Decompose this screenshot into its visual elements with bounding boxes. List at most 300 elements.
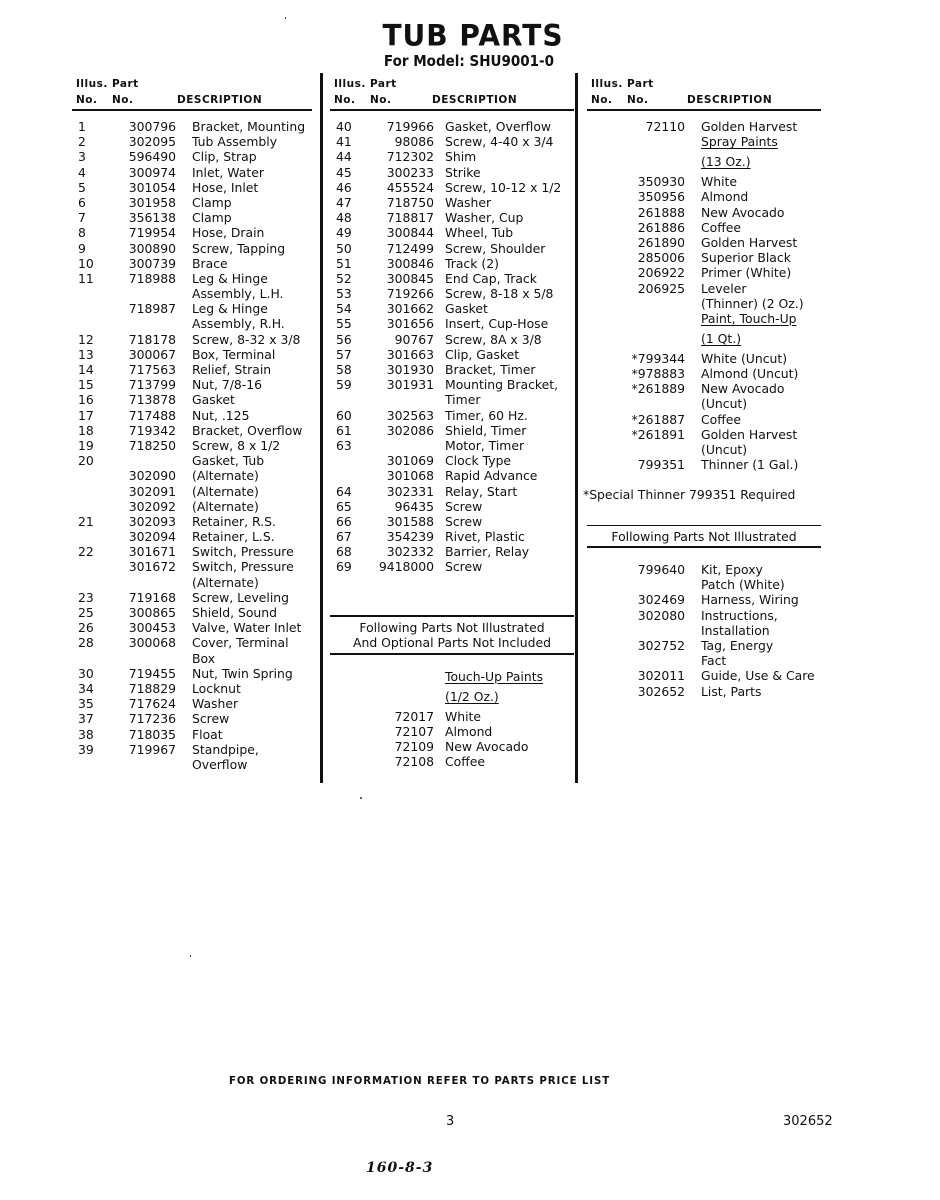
table-row bbox=[330, 514, 574, 529]
table-row bbox=[587, 638, 821, 653]
touchup-heading: Touch-Up Paints bbox=[445, 668, 544, 684]
part-number: *978883 bbox=[631, 366, 685, 382]
ordering-note: FOR ORDERING INFORMATION REFER TO PARTS PRICE LIST bbox=[229, 1076, 611, 1087]
part-number: 301671 bbox=[128, 544, 176, 560]
spray-list bbox=[587, 174, 821, 311]
table-row bbox=[330, 149, 574, 164]
part-number: 261890 bbox=[637, 234, 685, 250]
part-description: Switch, Pressure bbox=[192, 544, 294, 560]
part-description: Instructions, bbox=[701, 607, 778, 623]
part-description: Golden Harvest bbox=[701, 234, 798, 250]
illus-number: 22 bbox=[78, 544, 94, 560]
part-description: Clip, Strap bbox=[192, 149, 257, 165]
part-description: Nut, .125 bbox=[192, 407, 250, 423]
part-number: 712499 bbox=[386, 240, 434, 256]
part-description: Bracket, Overflow bbox=[192, 422, 303, 438]
table-row bbox=[72, 210, 312, 225]
scan-speck bbox=[190, 955, 191, 957]
table-row bbox=[330, 739, 574, 754]
table-row bbox=[330, 225, 574, 240]
table-row bbox=[72, 408, 312, 423]
part-description: Clock Type bbox=[445, 453, 512, 469]
header-illus: Illus. bbox=[591, 78, 623, 90]
not-illustrated-box bbox=[587, 525, 821, 549]
table-row bbox=[72, 620, 312, 635]
part-description: Screw, 8 x 1/2 bbox=[192, 437, 281, 453]
illus-number: 10 bbox=[78, 255, 94, 271]
part-number: 717563 bbox=[128, 362, 176, 377]
table-row bbox=[72, 180, 312, 195]
not-illustrated-heading-1: Following Parts Not Illustrated bbox=[359, 619, 545, 635]
header-illus-no: No. bbox=[76, 94, 98, 106]
part-description: Screw bbox=[445, 559, 483, 575]
illus-number: 18 bbox=[78, 422, 94, 438]
part-description: Almond bbox=[701, 189, 749, 205]
table-row bbox=[587, 684, 821, 699]
part-description: Screw, Leveling bbox=[192, 589, 290, 605]
part-number: 302011 bbox=[637, 668, 685, 684]
part-number: 719342 bbox=[128, 422, 176, 438]
part-number: 301930 bbox=[386, 362, 434, 377]
table-row bbox=[72, 635, 312, 650]
document-number: 302652 bbox=[783, 1114, 833, 1129]
part-number: *799344 bbox=[631, 350, 685, 366]
header-description: DESCRIPTION bbox=[177, 94, 263, 106]
table-row bbox=[587, 205, 821, 220]
part-number: 719954 bbox=[128, 225, 176, 241]
illus-number: 34 bbox=[78, 680, 94, 696]
part-number: 302095 bbox=[128, 134, 176, 150]
part-number: 302093 bbox=[128, 513, 176, 529]
part-description: Assembly, L.H. bbox=[192, 286, 284, 302]
illus-number: 44 bbox=[336, 149, 352, 165]
illus-number: 16 bbox=[78, 392, 94, 408]
part-description: Retainer, L.S. bbox=[192, 529, 275, 545]
table-row bbox=[72, 468, 312, 483]
table-row bbox=[330, 438, 574, 453]
part-description: Nut, 7/8-16 bbox=[192, 377, 263, 393]
table-row bbox=[72, 605, 312, 620]
table-row bbox=[330, 468, 574, 483]
part-number: 302094 bbox=[128, 529, 176, 545]
part-description: Installation bbox=[701, 622, 770, 638]
part-description: Thinner (1 Gal.) bbox=[701, 457, 799, 473]
table-row bbox=[330, 724, 574, 739]
part-number: 300974 bbox=[128, 164, 176, 180]
part-description: Cover, Terminal bbox=[192, 635, 289, 651]
part-number: *261891 bbox=[631, 426, 685, 442]
table-row bbox=[330, 256, 574, 271]
part-description: Leg & Hinge bbox=[192, 301, 268, 317]
table-row bbox=[330, 408, 574, 423]
part-description: Shield, Timer bbox=[445, 422, 527, 438]
table-row bbox=[72, 195, 312, 210]
part-number: 300845 bbox=[386, 270, 434, 286]
table-row bbox=[330, 499, 574, 514]
part-description: Superior Black bbox=[701, 250, 791, 266]
table-row bbox=[72, 438, 312, 453]
part-description: Gasket bbox=[445, 301, 488, 317]
part-description: Assembly, R.H. bbox=[192, 316, 285, 332]
illus-number: 13 bbox=[78, 346, 94, 362]
table-row bbox=[587, 250, 821, 265]
table-row bbox=[330, 180, 574, 195]
table-row bbox=[330, 195, 574, 210]
part-number: 717488 bbox=[128, 407, 176, 423]
table-row bbox=[330, 316, 574, 331]
part-description: New Avocado bbox=[701, 381, 785, 397]
part-number: 354239 bbox=[386, 529, 434, 545]
table-row bbox=[587, 351, 821, 366]
part-description: Clamp bbox=[192, 194, 232, 210]
part-description: Screw, 8-32 x 3/8 bbox=[192, 331, 301, 347]
part-description: (Alternate) bbox=[192, 468, 259, 484]
part-number: 718829 bbox=[128, 680, 176, 696]
part-description: Relief, Strain bbox=[192, 362, 272, 377]
table-row bbox=[330, 286, 574, 301]
table-row bbox=[330, 271, 574, 286]
part-description: Clip, Gasket bbox=[445, 346, 520, 362]
header-part-no: No. bbox=[370, 94, 392, 106]
part-number: 96435 bbox=[394, 498, 434, 514]
scan-speck bbox=[285, 17, 286, 19]
part-number: 718988 bbox=[128, 270, 176, 286]
table-row bbox=[330, 210, 574, 225]
part-description: Locknut bbox=[192, 680, 241, 696]
table-row bbox=[587, 281, 821, 296]
part-number: 302652 bbox=[637, 683, 685, 699]
table-row bbox=[587, 427, 821, 442]
part-description: Screw bbox=[445, 513, 483, 529]
part-number: 300796 bbox=[128, 119, 176, 134]
part-description: Coffee bbox=[445, 754, 486, 770]
table-row bbox=[72, 529, 312, 544]
table-row bbox=[72, 575, 312, 590]
parts-list bbox=[587, 119, 821, 134]
part-description: Motor, Timer bbox=[445, 437, 525, 453]
part-number: 72108 bbox=[394, 754, 434, 770]
illus-number: 17 bbox=[78, 407, 94, 423]
illus-number: 8 bbox=[78, 225, 86, 241]
illus-number: 39 bbox=[78, 741, 94, 757]
part-description: White (Uncut) bbox=[701, 350, 788, 366]
spray-heading: Spray Paints bbox=[701, 134, 778, 150]
part-number: 300453 bbox=[128, 620, 176, 636]
table-row bbox=[330, 241, 574, 256]
illus-number: 54 bbox=[336, 301, 352, 317]
part-description: Rivet, Plastic bbox=[445, 529, 525, 545]
part-number: 350930 bbox=[637, 174, 685, 190]
part-description: Gasket, Tub bbox=[192, 453, 265, 469]
table-row bbox=[587, 608, 821, 623]
table-row bbox=[72, 757, 312, 772]
illus-number: 64 bbox=[336, 483, 352, 499]
table-row bbox=[72, 119, 312, 134]
part-description: Patch (White) bbox=[701, 577, 785, 593]
part-description: Tub Assembly bbox=[192, 134, 278, 150]
part-number: 719967 bbox=[128, 741, 176, 757]
table-row bbox=[72, 377, 312, 392]
part-number: 718250 bbox=[128, 437, 176, 453]
part-description: (Thinner) (2 Oz.) bbox=[701, 295, 804, 311]
part-number: 301656 bbox=[386, 316, 434, 332]
table-row bbox=[587, 366, 821, 381]
part-description: Screw, 10-12 x 1/2 bbox=[445, 179, 562, 195]
part-number: 285006 bbox=[637, 250, 685, 266]
page-number: 3 bbox=[446, 1114, 455, 1129]
part-description: Inlet, Water bbox=[192, 164, 264, 180]
table-row bbox=[72, 134, 312, 149]
part-description: Primer (White) bbox=[701, 265, 792, 281]
table-row bbox=[72, 681, 312, 696]
table-row bbox=[330, 754, 574, 769]
table-row bbox=[72, 651, 312, 666]
illus-number: 49 bbox=[336, 225, 352, 241]
illus-number: 4 bbox=[78, 164, 86, 180]
part-description: (Alternate) bbox=[192, 574, 259, 590]
document-title-block bbox=[0, 20, 940, 70]
part-description: (Alternate) bbox=[192, 483, 259, 499]
table-row bbox=[587, 623, 821, 638]
table-row bbox=[72, 742, 312, 757]
part-number: 300739 bbox=[128, 255, 176, 271]
part-description: (Uncut) bbox=[701, 442, 748, 457]
part-description: Gasket bbox=[192, 392, 235, 408]
part-number: 72109 bbox=[394, 739, 434, 754]
table-row bbox=[72, 316, 312, 331]
part-number: 302086 bbox=[386, 422, 434, 438]
table-row bbox=[587, 235, 821, 250]
table-row bbox=[330, 529, 574, 544]
part-description: Washer bbox=[192, 696, 239, 712]
part-number: 596490 bbox=[128, 149, 176, 165]
illus-number: 38 bbox=[78, 726, 94, 742]
part-number: 300233 bbox=[386, 164, 434, 180]
part-number: 301588 bbox=[386, 513, 434, 529]
quart-size: (1 Qt.) bbox=[701, 330, 742, 346]
part-description: Box, Terminal bbox=[192, 346, 276, 362]
illus-number: 66 bbox=[336, 513, 352, 529]
part-number: 799640 bbox=[637, 562, 685, 578]
part-number: 718035 bbox=[128, 726, 176, 742]
illus-number: 58 bbox=[336, 362, 352, 377]
illus-number: 52 bbox=[336, 270, 352, 286]
illus-number: 61 bbox=[336, 422, 352, 438]
touchup-list bbox=[330, 709, 574, 770]
parts-list bbox=[72, 119, 312, 772]
column-divider-1 bbox=[320, 73, 323, 783]
header-description: DESCRIPTION bbox=[687, 94, 773, 106]
table-row bbox=[330, 392, 574, 407]
part-number: 717236 bbox=[128, 711, 176, 727]
table-row bbox=[587, 381, 821, 396]
table-row bbox=[72, 241, 312, 256]
part-description: Washer bbox=[445, 194, 492, 210]
part-description: Timer bbox=[445, 392, 481, 408]
table-row bbox=[72, 559, 312, 574]
part-number: 98086 bbox=[394, 134, 434, 150]
illus-number: 21 bbox=[78, 513, 94, 529]
column-header bbox=[330, 76, 574, 111]
table-row bbox=[330, 332, 574, 347]
part-number: 302332 bbox=[386, 544, 434, 560]
part-description: Overflow bbox=[192, 756, 248, 772]
table-row bbox=[72, 362, 312, 377]
table-row bbox=[587, 412, 821, 427]
part-description: Hose, Inlet bbox=[192, 179, 259, 195]
part-number: 72107 bbox=[394, 723, 434, 739]
illus-number: 7 bbox=[78, 210, 86, 226]
part-number: 718178 bbox=[128, 331, 176, 347]
part-number: 302091 bbox=[128, 483, 176, 499]
part-description: Bracket, Timer bbox=[445, 362, 536, 377]
part-number: 455524 bbox=[386, 179, 434, 195]
parts-column-3 bbox=[583, 76, 821, 699]
table-row bbox=[330, 165, 574, 180]
table-row bbox=[330, 709, 574, 724]
table-row bbox=[72, 423, 312, 438]
table-row bbox=[72, 590, 312, 605]
quart-heading: Paint, Touch-Up bbox=[701, 310, 797, 326]
illus-number: 56 bbox=[336, 331, 352, 347]
table-row bbox=[72, 149, 312, 164]
part-description: Strike bbox=[445, 164, 481, 180]
part-number: 350956 bbox=[637, 189, 685, 205]
part-number: 301662 bbox=[386, 301, 434, 317]
part-description: Retainer, R.S. bbox=[192, 513, 276, 529]
header-illus: Illus. bbox=[334, 78, 366, 90]
part-description: Valve, Water Inlet bbox=[192, 620, 302, 636]
table-row bbox=[72, 696, 312, 711]
illus-number: 51 bbox=[336, 255, 352, 271]
illus-number: 37 bbox=[78, 711, 94, 727]
column-divider-2 bbox=[575, 73, 578, 783]
illus-number: 55 bbox=[336, 316, 352, 332]
part-description: New Avocado bbox=[701, 204, 785, 220]
part-number: 799351 bbox=[637, 457, 685, 473]
part-number: 302563 bbox=[386, 407, 434, 423]
illus-number: 40 bbox=[336, 119, 352, 134]
part-description: Fact bbox=[701, 653, 727, 669]
table-row bbox=[587, 296, 821, 311]
table-row bbox=[587, 396, 821, 411]
part-description: Screw, 4-40 x 3/4 bbox=[445, 134, 554, 150]
part-number: 718750 bbox=[386, 194, 434, 210]
illus-number: 46 bbox=[336, 179, 352, 195]
part-number: 301069 bbox=[386, 453, 434, 469]
part-description: Tag, Energy bbox=[701, 638, 774, 654]
illus-number: 25 bbox=[78, 605, 94, 620]
illus-number: 11 bbox=[78, 270, 94, 286]
table-row bbox=[587, 457, 821, 472]
header-part: Part bbox=[112, 78, 139, 90]
table-row bbox=[587, 174, 821, 189]
part-description: Shield, Sound bbox=[192, 605, 277, 620]
header-illus-no: No. bbox=[591, 94, 613, 106]
table-row bbox=[72, 301, 312, 316]
illus-number: 30 bbox=[78, 665, 94, 681]
part-description: Coffee bbox=[701, 411, 742, 427]
table-row bbox=[330, 119, 574, 134]
table-row bbox=[72, 225, 312, 240]
part-number: 719455 bbox=[128, 665, 176, 681]
part-description: Barrier, Relay bbox=[445, 544, 530, 560]
part-description: Timer, 60 Hz. bbox=[445, 407, 528, 423]
part-number: *261889 bbox=[631, 381, 685, 397]
table-row bbox=[587, 653, 821, 668]
part-description: Nut, Twin Spring bbox=[192, 665, 293, 681]
table-row bbox=[72, 727, 312, 742]
spray-size: (13 Oz.) bbox=[701, 154, 751, 170]
table-row bbox=[72, 514, 312, 529]
part-number: 300067 bbox=[128, 346, 176, 362]
part-number: *261887 bbox=[631, 411, 685, 427]
illus-number: 59 bbox=[336, 377, 352, 393]
part-number: 261886 bbox=[637, 219, 685, 235]
illus-number: 65 bbox=[336, 498, 352, 514]
table-row bbox=[587, 265, 821, 280]
header-part: Part bbox=[370, 78, 397, 90]
table-row bbox=[72, 347, 312, 362]
part-description: Bracket, Mounting bbox=[192, 119, 306, 134]
table-row bbox=[330, 347, 574, 362]
illus-number: 23 bbox=[78, 589, 94, 605]
part-description: Standpipe, bbox=[192, 741, 259, 757]
part-number: 717624 bbox=[128, 696, 176, 712]
part-number: 72110 bbox=[645, 119, 685, 134]
part-description: Guide, Use & Care bbox=[701, 668, 815, 684]
illus-number: 45 bbox=[336, 164, 352, 180]
part-number: 713878 bbox=[128, 392, 176, 408]
part-description: Washer, Cup bbox=[445, 210, 524, 226]
table-row bbox=[330, 134, 574, 149]
table-row bbox=[587, 442, 821, 457]
part-description: Float bbox=[192, 726, 223, 742]
illus-number: 20 bbox=[78, 453, 94, 469]
part-description: Mounting Bracket, bbox=[445, 377, 559, 393]
illus-number: 35 bbox=[78, 696, 94, 712]
table-row bbox=[330, 362, 574, 377]
table-row bbox=[330, 544, 574, 559]
table-row bbox=[72, 499, 312, 514]
part-number: 712302 bbox=[386, 149, 434, 165]
part-number: 719966 bbox=[386, 119, 434, 134]
part-number: 301068 bbox=[386, 468, 434, 484]
illus-number: 12 bbox=[78, 331, 94, 347]
part-number: 90767 bbox=[394, 331, 434, 347]
table-row bbox=[587, 668, 821, 683]
part-description: Relay, Start bbox=[445, 483, 518, 499]
handwritten-code: 160-8-3 bbox=[366, 1160, 434, 1176]
table-row bbox=[72, 544, 312, 559]
header-part-no: No. bbox=[627, 94, 649, 106]
part-description: Screw bbox=[192, 711, 230, 727]
page-title: TUB PARTS bbox=[382, 18, 564, 53]
part-number: 301958 bbox=[128, 194, 176, 210]
illus-number: 41 bbox=[336, 134, 352, 150]
part-description: White bbox=[445, 708, 482, 724]
part-number: 356138 bbox=[128, 210, 176, 226]
table-row bbox=[72, 453, 312, 468]
table-row bbox=[330, 484, 574, 499]
table-row bbox=[330, 377, 574, 392]
part-number: 300865 bbox=[128, 605, 176, 620]
parts-list bbox=[330, 119, 574, 575]
table-row bbox=[330, 559, 574, 574]
part-description: White bbox=[701, 174, 738, 190]
table-row bbox=[72, 484, 312, 499]
illus-number: 1 bbox=[78, 119, 86, 134]
